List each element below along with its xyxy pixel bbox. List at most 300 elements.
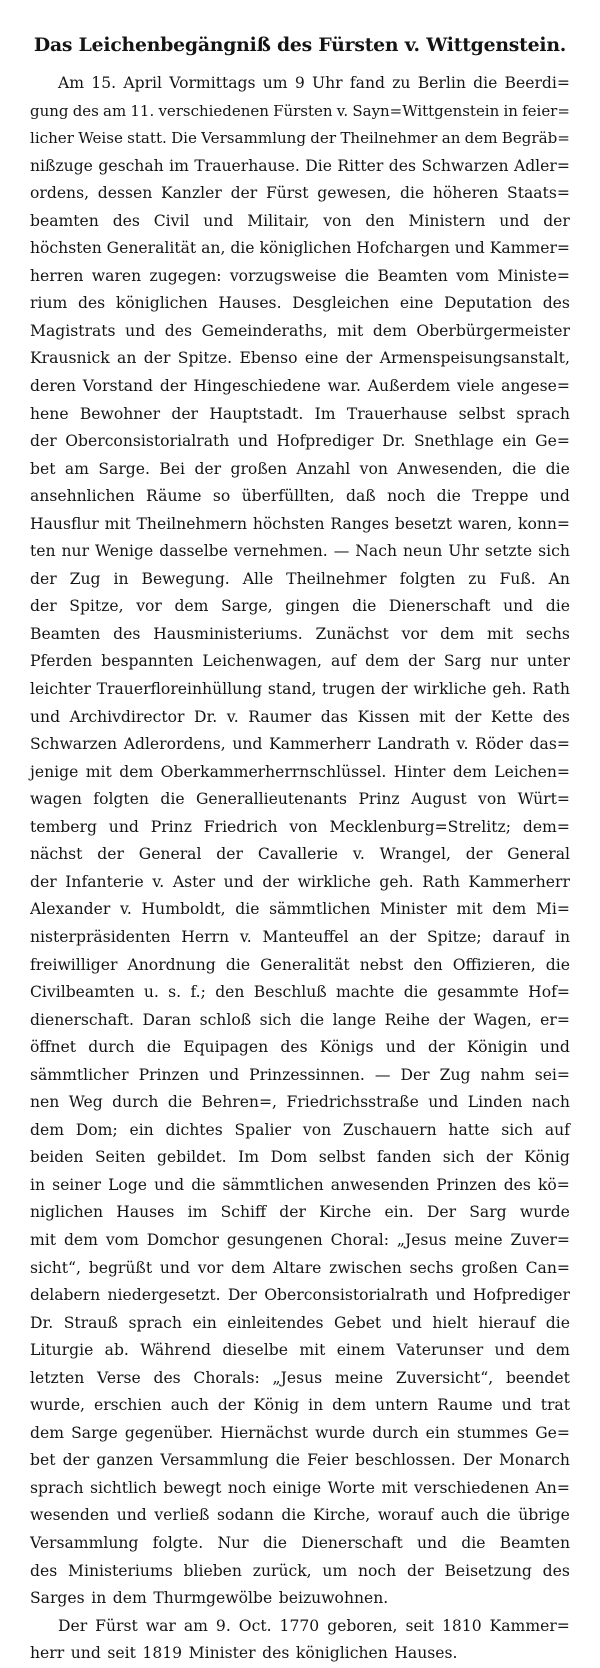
text-word: das xyxy=(320,707,349,726)
text-line xyxy=(30,924,570,952)
text-line xyxy=(30,786,570,814)
text-word: dem xyxy=(440,624,475,643)
text-word: Im xyxy=(314,404,336,423)
text-word: von xyxy=(289,817,318,836)
text-word: Schiff xyxy=(220,1203,267,1222)
text-word: neun xyxy=(402,542,443,561)
text-word: beiden xyxy=(30,1148,84,1167)
text-word: Equipagen xyxy=(183,1038,269,1057)
text-word: — xyxy=(374,1065,391,1084)
text-word: wurde xyxy=(315,1423,366,1442)
text-word: An xyxy=(548,569,570,588)
text-word: Während xyxy=(140,1341,211,1360)
text-word: Der xyxy=(426,1203,457,1222)
text-word: sprach xyxy=(30,1478,84,1497)
text-word: des xyxy=(153,1368,181,1387)
text-word: Loge xyxy=(108,1175,148,1194)
text-word: Staats= xyxy=(507,184,570,203)
text-word: Humboldt, xyxy=(141,900,226,919)
text-word: Leichenwagen, xyxy=(202,652,322,671)
text-word: und xyxy=(30,707,61,726)
text-word: beendet xyxy=(505,1368,570,1387)
text-word: Sarge xyxy=(71,1423,118,1442)
text-word: Alexander xyxy=(30,900,111,919)
text-word: Gebet xyxy=(334,1313,382,1332)
text-word: übrige xyxy=(518,1506,570,1525)
text-word: auch xyxy=(170,1396,209,1415)
text-word: und xyxy=(237,432,268,451)
text-word: Uhr xyxy=(312,74,343,92)
text-word: Prinz xyxy=(358,790,400,809)
text-word: Im xyxy=(238,1148,260,1167)
text-word: die xyxy=(399,184,425,203)
text-word: nisterpräsidenten xyxy=(30,927,171,946)
text-word: Sarg xyxy=(469,1203,507,1222)
text-word: Der xyxy=(462,1451,492,1470)
text-word: den xyxy=(413,955,443,974)
text-word: die xyxy=(486,1506,511,1525)
text-word: Prinzen xyxy=(436,1175,497,1194)
text-word: unter xyxy=(526,652,570,671)
text-word: und xyxy=(539,487,570,506)
text-word: Feier xyxy=(307,1451,348,1470)
text-word: Dom; xyxy=(75,1120,118,1139)
text-word: Civil xyxy=(153,211,190,230)
text-word: Desgleichen xyxy=(292,294,390,313)
text-word: sei= xyxy=(534,1065,570,1084)
text-word: u. xyxy=(143,983,159,1002)
text-line xyxy=(30,345,570,373)
text-word: an xyxy=(359,927,379,946)
text-word: und xyxy=(108,817,139,836)
text-word: des xyxy=(30,1561,58,1580)
text-line xyxy=(30,731,570,759)
text-word: der xyxy=(408,652,435,671)
text-line xyxy=(30,70,570,98)
text-word: Beschluß xyxy=(253,983,327,1002)
text-word: Dienerschaft xyxy=(301,1533,403,1552)
text-line xyxy=(30,621,570,649)
text-word: die xyxy=(191,1175,216,1194)
text-word: mit xyxy=(381,1478,408,1497)
text-word: König xyxy=(524,1148,570,1167)
text-word: Beamten xyxy=(377,266,448,285)
text-word: Sarge. xyxy=(98,459,150,478)
text-word: Trauerfloreinhüllung xyxy=(96,680,263,699)
text-word: des xyxy=(72,101,99,120)
text-word: Treppe xyxy=(472,487,529,506)
text-word: Anzahl xyxy=(296,459,351,478)
text-word: 1819 xyxy=(142,1644,183,1663)
text-word: geh. xyxy=(379,872,414,891)
text-word: noch xyxy=(358,1561,397,1580)
text-word: und xyxy=(428,1093,459,1112)
text-word: der xyxy=(345,349,373,368)
text-word: dem xyxy=(372,321,407,340)
text-word: des xyxy=(388,156,417,175)
text-word: Herrn xyxy=(181,927,230,946)
text-word: 9 xyxy=(294,74,305,92)
text-line xyxy=(30,1640,570,1668)
text-word: und xyxy=(159,1258,190,1277)
text-word: auf xyxy=(544,1120,570,1139)
text-word: noch xyxy=(387,487,426,506)
text-word: leichter xyxy=(30,680,91,699)
text-word: Dr. xyxy=(30,1313,54,1332)
text-word: noch xyxy=(227,1478,267,1497)
text-word: Magistrats xyxy=(30,321,116,340)
text-word: Raumer xyxy=(248,707,312,726)
text-word: von xyxy=(302,1120,332,1139)
text-word: nen xyxy=(30,1093,60,1112)
text-word: vernehmen. xyxy=(233,542,328,561)
text-word: dem xyxy=(452,762,487,781)
text-word: sichtlich xyxy=(90,1478,157,1497)
text-word: der xyxy=(30,872,57,891)
text-word: Ritter xyxy=(337,156,384,175)
text-word: Thurmgewölbe xyxy=(153,1589,273,1608)
text-word: die xyxy=(275,1451,300,1470)
text-word: seit xyxy=(405,1616,434,1635)
text-word: Zuschauern xyxy=(342,1120,437,1139)
text-word: licher xyxy=(30,129,74,148)
text-word: Militair, xyxy=(247,211,310,230)
text-word: daß xyxy=(346,487,376,506)
text-word: darauf xyxy=(492,927,545,946)
text-word: Dr. xyxy=(194,707,218,726)
text-line xyxy=(30,428,570,456)
text-word: Der xyxy=(400,1065,430,1084)
text-word: Beisetzung xyxy=(444,1561,532,1580)
text-word: ein xyxy=(425,1423,450,1442)
text-word: Zug xyxy=(69,569,101,588)
text-word: Hausministeriums. xyxy=(153,624,303,643)
text-word: „Jesus xyxy=(396,1230,447,1249)
text-word: und xyxy=(70,1644,101,1663)
text-word: April xyxy=(123,74,163,92)
text-word: Hauses. xyxy=(394,1644,458,1663)
text-word: Ministern xyxy=(408,211,486,230)
text-line xyxy=(30,814,570,842)
text-word: untern xyxy=(375,1396,429,1415)
text-word: General xyxy=(138,845,202,864)
text-word: und xyxy=(494,1341,525,1360)
text-word: Ge= xyxy=(535,432,570,451)
text-word: mit xyxy=(337,321,364,340)
text-word: der xyxy=(97,845,124,864)
text-word: und xyxy=(385,1038,416,1057)
text-word: Nach xyxy=(355,542,397,561)
text-word: sprach xyxy=(128,1313,182,1332)
text-word: Dom xyxy=(270,1148,308,1167)
text-word: Hiernächst xyxy=(220,1423,309,1442)
text-word: letzten xyxy=(30,1368,85,1387)
text-word: Adler= xyxy=(513,156,570,175)
text-word: Kissen xyxy=(357,707,410,726)
text-word: die xyxy=(230,239,255,258)
text-line xyxy=(30,1199,570,1227)
text-word: der xyxy=(310,129,337,148)
text-word: vor xyxy=(401,624,428,643)
text-word: anwesenden xyxy=(330,1175,430,1194)
text-word: Würt= xyxy=(517,790,570,809)
text-word: meine xyxy=(454,1230,503,1249)
text-word: verschiedenen xyxy=(158,101,269,120)
text-word: Zuversicht“, xyxy=(395,1368,494,1387)
text-word: Raume xyxy=(437,1396,493,1415)
text-word: die xyxy=(235,900,260,919)
text-word: Manteuffel xyxy=(262,927,349,946)
text-word: die xyxy=(225,955,251,974)
text-word: niedergesetzt. xyxy=(107,1286,221,1305)
text-word: nißzuge xyxy=(30,156,93,175)
text-word: einleitendes xyxy=(227,1313,324,1332)
text-word: Friedrich xyxy=(203,817,278,836)
text-word: Fürst xyxy=(95,1616,138,1635)
text-word: dessen xyxy=(97,184,153,203)
text-word: gingen xyxy=(285,597,340,616)
text-word: von xyxy=(323,211,352,230)
text-word: Oberconsistorialrath xyxy=(264,1286,429,1305)
text-line xyxy=(30,1034,570,1062)
text-word: im xyxy=(169,156,189,175)
text-word: und xyxy=(232,735,263,754)
text-word: der xyxy=(262,872,290,891)
text-word: im xyxy=(187,1203,208,1222)
text-word: dasselbe xyxy=(159,542,228,561)
text-word: dem xyxy=(231,1258,266,1277)
text-word: Theilnehmer xyxy=(286,569,387,588)
text-word: vom xyxy=(456,266,490,285)
text-word: die xyxy=(403,983,428,1002)
text-word: der xyxy=(465,845,493,864)
text-line xyxy=(30,263,570,291)
text-word: der xyxy=(454,707,482,726)
text-line xyxy=(30,1172,570,1200)
text-line xyxy=(30,1502,570,1530)
text-word: Röder xyxy=(475,735,523,754)
text-word: Krausnick xyxy=(30,349,110,368)
text-word: sechs xyxy=(525,624,570,643)
text-word: von xyxy=(359,459,388,478)
text-word: mit xyxy=(419,707,446,726)
text-word: waren, xyxy=(457,514,513,533)
text-word: Spitze; xyxy=(426,927,482,946)
text-word: der xyxy=(380,680,408,699)
text-line xyxy=(30,896,570,924)
text-word: in xyxy=(113,569,129,588)
text-word: Hausflur xyxy=(30,514,99,533)
text-word: besetzt xyxy=(394,514,453,533)
text-line xyxy=(30,1089,570,1117)
text-word: Generalität xyxy=(106,239,197,258)
text-line xyxy=(30,1392,570,1420)
text-word: blieben xyxy=(183,1561,242,1580)
text-word: des xyxy=(542,1561,570,1580)
text-word: selbst xyxy=(318,1148,366,1167)
text-word: hatte xyxy=(448,1120,490,1139)
text-word: Beerdi= xyxy=(504,74,570,92)
text-word: und xyxy=(503,597,534,616)
text-word: ein. xyxy=(384,1203,414,1222)
text-word: dem xyxy=(492,900,527,919)
text-word: die xyxy=(545,597,570,616)
text-word: der xyxy=(216,845,243,864)
text-word: und xyxy=(203,211,234,230)
text-word: vom xyxy=(105,1230,139,1249)
text-word: Versammlung xyxy=(30,1533,139,1552)
text-word: der xyxy=(279,1203,306,1222)
text-word: Ministe= xyxy=(497,266,570,285)
text-word: Sayn=Wittgenstein xyxy=(352,101,500,120)
text-line xyxy=(30,483,570,511)
text-line xyxy=(30,1530,570,1558)
text-word: Hofprediger xyxy=(276,432,374,451)
text-word: ordens, xyxy=(30,184,90,203)
text-word: der xyxy=(143,349,171,368)
text-word: Prinz xyxy=(150,817,192,836)
text-word: Choral: xyxy=(330,1230,389,1249)
text-word: folgten xyxy=(93,790,149,809)
text-word: Ge= xyxy=(535,1423,570,1442)
text-word: geschah xyxy=(98,156,164,175)
text-word: zugegen: xyxy=(149,266,222,285)
text-word: Kammerherr xyxy=(269,735,371,754)
text-word: dem xyxy=(30,1423,64,1442)
text-word: 1810 xyxy=(441,1616,482,1635)
text-word: Hinter xyxy=(393,762,446,781)
text-word: durch xyxy=(372,1423,419,1442)
text-line xyxy=(30,1337,570,1365)
text-word: nebst xyxy=(359,955,404,974)
text-word: großen xyxy=(461,1258,518,1277)
text-word: Kammerherr xyxy=(468,872,570,891)
text-word: Der xyxy=(227,1286,257,1305)
text-word: dienerschaft. xyxy=(30,1010,134,1029)
text-word: Die xyxy=(171,129,197,148)
text-word: Offizieren, xyxy=(452,955,536,974)
text-word: der xyxy=(171,404,199,423)
text-word: mit xyxy=(104,514,131,533)
text-word: Sarges xyxy=(30,1589,85,1608)
text-word: Linden xyxy=(467,1093,523,1112)
text-word: selbst xyxy=(458,404,506,423)
text-word: nach xyxy=(531,1093,570,1112)
text-word: zwischen xyxy=(329,1258,402,1277)
text-word: v. xyxy=(226,707,239,726)
text-word: Kanzler xyxy=(160,184,222,203)
text-word: und xyxy=(223,872,254,891)
text-word: Adlerordens, xyxy=(123,735,226,754)
text-line xyxy=(30,125,570,153)
text-word: fand xyxy=(349,74,385,92)
text-word: Beamten xyxy=(499,1533,570,1552)
text-word: des xyxy=(280,1038,308,1057)
article-body xyxy=(30,70,570,1668)
text-word: mit xyxy=(85,762,112,781)
text-word: dem xyxy=(63,1230,98,1249)
text-word: Uhr xyxy=(448,542,479,561)
text-word: in xyxy=(554,927,570,946)
text-word: Außerdem xyxy=(367,377,451,396)
text-word: auf xyxy=(330,652,357,671)
text-line xyxy=(30,1007,570,1035)
text-word: in xyxy=(308,1396,324,1415)
text-word: „Jesus xyxy=(272,1368,323,1387)
text-word: sich xyxy=(501,1120,534,1139)
text-word: Die xyxy=(305,156,332,175)
text-word: Daran xyxy=(142,1010,192,1029)
text-word: Vorstand xyxy=(82,377,154,396)
text-word: überfüllten, xyxy=(241,487,335,506)
text-word: Chorals: xyxy=(193,1368,260,1387)
text-word: kö= xyxy=(537,1175,570,1194)
text-word: ansehnlichen xyxy=(30,487,135,506)
text-word: königlichen xyxy=(295,1644,388,1663)
text-word: zurück, xyxy=(252,1561,312,1580)
text-word: Prinzen xyxy=(138,1065,200,1084)
text-word: angese= xyxy=(501,377,570,396)
text-word: der xyxy=(217,1396,245,1415)
text-word: dem xyxy=(332,1396,367,1415)
text-word: Kette xyxy=(490,707,534,726)
text-word: niglichen xyxy=(30,1203,104,1222)
text-word: Trauerhause. xyxy=(194,156,300,175)
text-word: öffnet xyxy=(30,1038,77,1057)
text-word: einige xyxy=(272,1478,322,1497)
text-word: worauf xyxy=(377,1506,434,1525)
text-word: Schwarzen xyxy=(30,735,118,754)
text-line xyxy=(30,98,570,126)
text-word: deren xyxy=(30,377,76,396)
text-line xyxy=(30,401,570,429)
text-word: 11. xyxy=(130,101,155,120)
text-word: die xyxy=(160,790,185,809)
text-word: Generalität xyxy=(260,955,350,974)
text-word: Gemeinderaths, xyxy=(201,321,328,340)
text-word: Kirche xyxy=(319,1203,372,1222)
text-word: Kammer= xyxy=(489,239,570,258)
text-word: ein xyxy=(129,1120,154,1139)
text-word: waren xyxy=(91,266,142,285)
text-word: beizuwohnen. xyxy=(278,1589,389,1608)
text-word: Verse xyxy=(96,1368,141,1387)
text-word: die xyxy=(512,459,537,478)
text-word: Mi= xyxy=(535,900,570,919)
text-word: die xyxy=(167,1093,193,1112)
text-word: Rath xyxy=(422,872,460,891)
text-word: und xyxy=(416,1533,448,1552)
text-word: sich xyxy=(442,1148,475,1167)
text-word: folgte. xyxy=(152,1533,204,1552)
text-word: Prinzessinnen. xyxy=(249,1065,365,1084)
text-line xyxy=(30,869,570,897)
text-word: Pferden xyxy=(30,652,93,671)
text-word: Landrath xyxy=(377,735,450,754)
text-word: Trauerhause xyxy=(346,404,448,423)
text-word: Friedrichsstraße xyxy=(286,1093,419,1112)
text-line xyxy=(30,235,570,263)
text-word: Armenspeisungsanstalt, xyxy=(379,349,570,368)
text-word: Bewohner xyxy=(79,404,161,423)
text-word: und xyxy=(539,1038,570,1057)
text-word: und xyxy=(391,1313,422,1332)
text-word: Königs xyxy=(319,1038,374,1057)
text-word: wirkliche xyxy=(297,872,371,891)
text-word: zu xyxy=(468,569,487,588)
text-word: am xyxy=(183,1616,208,1635)
text-word: und xyxy=(154,1175,185,1194)
